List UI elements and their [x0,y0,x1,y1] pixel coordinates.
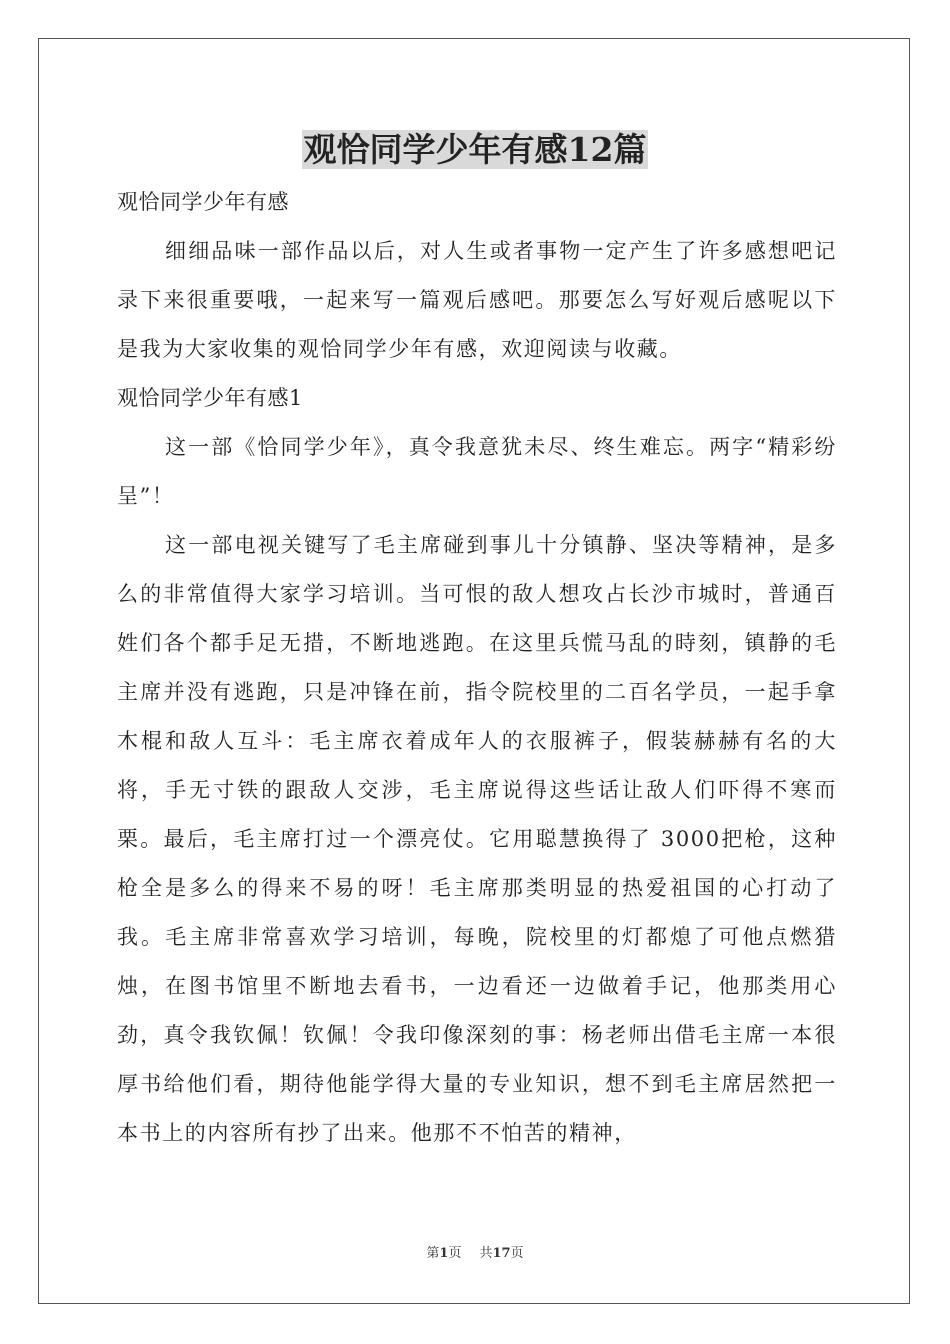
section-heading-intro: 观恰同学少年有感 [117,190,289,214]
page-number-prefix: 第 [426,1246,440,1261]
page-number-suffix: 页 [448,1246,462,1261]
page-total-prefix: 共 [479,1246,493,1261]
body-paragraph-2: 这一部电视关键写了毛主席碰到事儿十分镇静、坚决等精神，是多么的非常值得大家学习培训。当可恨的敌人想攻占长沙市城时，普通百姓们各个都手足无措，不断地逃跑。在这里兵慌马乱的時刻，镇静的毛主席并没有逃跑，只是冲锋在前，指令院校里的二百名学员，一起手拿木棍和敌人互斗：毛主席衣着成年人的衣服裤子，假装赫赫有名的大将，手无寸铁的跟敌人交涉，毛主席说得这些话让敌人们吓得不寒而栗。最后，毛主席打过一个漂亮仗。它用聪慧换得了 3000把枪，这种枪全是多么的得来不易的呀！毛主席那类明显的热爱祖国的心打动了我。毛主席非常喜欢学习培训，每晚，院校里的灯都熄了可他点燃猎烛，在图书馆里不断地去看书，一边看还一边做着手记，他那类用心劲，真令我钦佩！钦佩！令我印像深刻的事：杨老师出借毛主席一本很厚书给他们看，期待他能学得大量的专业知识，想不到毛主席居然把一本书上的内容所有抄了出来。他那不不怕苦的精神， [117,533,837,1145]
page-number-total: 17 [492,1246,511,1261]
page-number-current: 1 [439,1246,449,1261]
page-footer [0,1245,950,1263]
body-paragraph-1: 这一部《恰同学少年》，真令我意犹未尽、终生难忘。两字“精彩纷呈”！ [117,435,837,508]
document-title-text: 观恰同学少年有感12篇 [303,130,647,169]
section-heading-1: 观恰同学少年有感1 [117,386,303,410]
document-title [0,128,950,172]
document-body [117,178,837,1158]
page-total-suffix: 页 [510,1246,524,1261]
body-paragraph-intro: 细细品味一部作品以后，对人生或者事物一定产生了许多感想吧记录下来很重要哦，一起来写一篇观后感吧。那要怎么写好观后感呢以下是我为大家收集的观恰同学少年有感，欢迎阅读与收藏。 [117,239,837,361]
